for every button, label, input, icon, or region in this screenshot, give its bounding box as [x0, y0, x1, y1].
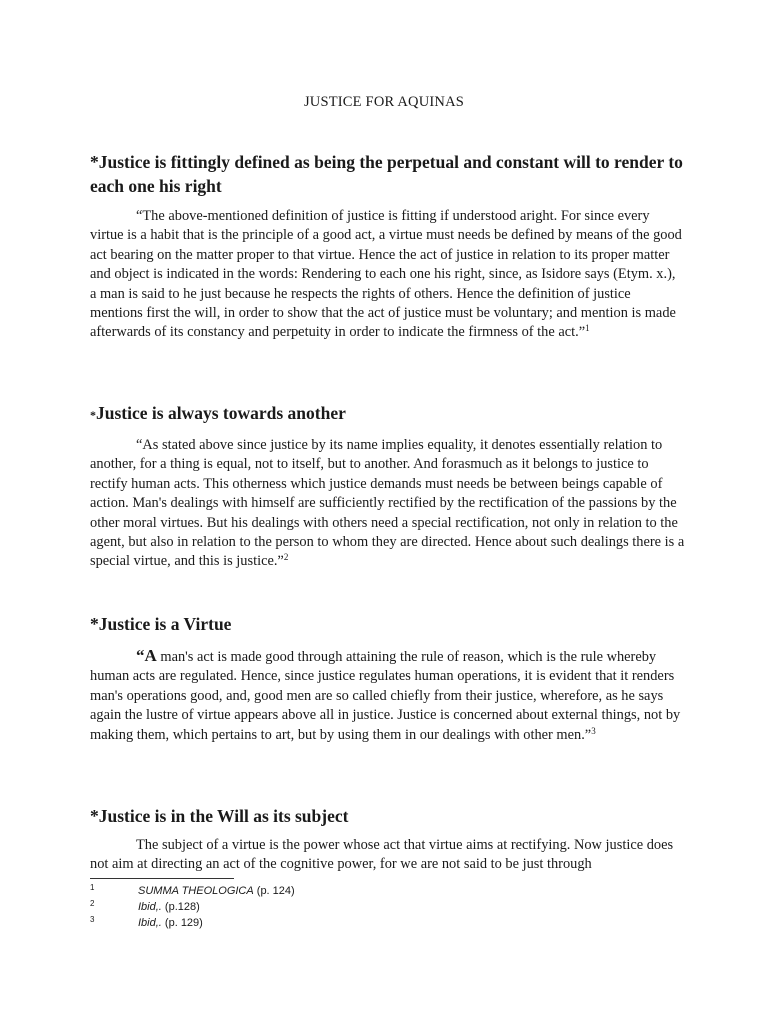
asterisk: * [90, 152, 99, 172]
footnote-number: 3 [90, 915, 95, 924]
heading-text: Justice is in the Will as its subject [98, 806, 349, 826]
paragraph-text: “The above-mentioned definition of justice is fitting if understood aright. For since every virtue is a habit that is the principle of a good act, a virtue must needs be defined by means of the good act bearing on the matter proper to that virtue. Hence the act of justice in relation to its proper matter and object is indicated in the words: Rendering to each one his right, since, as Isidore says (Etym. x.), a man is said to he just because he respects the rights of others. Hence the definition of justice mentions first the will, in order to show that the act of justice must be voluntary; and mention is made afterwards of its constancy and perpetuity in order to indicate the firmness of the act.” [90, 208, 682, 341]
footnote-source: Ibid,. [138, 901, 162, 913]
section-paragraph-definition [90, 207, 685, 343]
heading-text: Justice is always towards another [96, 403, 346, 423]
asterisk: * [90, 408, 96, 422]
section-heading-towards-another [90, 401, 690, 427]
heading-text: Justice is fittingly defined as being the perpetual and constant will to render to each one his right [90, 152, 683, 196]
section-heading-virtue [90, 612, 690, 636]
asterisk: * [90, 806, 99, 826]
paragraph-text: The subject of a virtue is the power whose act that virtue aims at rectifying. Now justice does not aim at directing an act of the cognitive power, for we are not said to be just through [90, 837, 674, 873]
footnote-source: Ibid,. [138, 917, 162, 929]
footnote-number: 2 [90, 899, 95, 908]
paragraph-text: man's act is made good through attaining the rule of reason, which is the rule whereby human acts are regulated. Hence, since justice regulates human operations, it is evident that it renders man's operations good, and, good men are so called chiefly from their justice, wherefore, as he says again the lustre of virtue appears above all in justice. Justice is concerned about external things, not by making them, which pertains to art, but by using them in our dealings with other men.” [90, 649, 681, 743]
page-title: JUSTICE FOR AQUINAS [303, 94, 465, 110]
footnote-ref[interactable]: 3 [591, 725, 596, 736]
footnote-separator [90, 878, 234, 879]
footnote-page: (p.128) [164, 901, 200, 913]
footnote-page: (p. 129) [164, 917, 203, 929]
section-paragraph-towards-another [90, 436, 685, 572]
dropcap-lead: “A [136, 646, 157, 665]
footnote-ref[interactable]: 2 [283, 552, 289, 563]
footnote-source: SUMMA THEOLOGICA [138, 885, 254, 897]
footnote-ref[interactable]: 1 [585, 323, 590, 334]
footnote-citation [138, 916, 203, 930]
section-paragraph-virtue [90, 646, 685, 745]
footnote-citation [138, 884, 295, 898]
footnote-number: 1 [90, 883, 95, 892]
section-heading-will [90, 804, 690, 828]
paragraph-text: “As stated above since justice by its name implies equality, it denotes essentially relation to another, for a thing is equal, not to itself, but to another. And forasmuch as it belongs to justice to rectify human acts. This otherness which justice demands must needs be between beings capable of action. Man's dealings with himself are sufficiently rectified by the rectification of the passions by the other moral virtues. But his dealings with others need a special rectification, not only in relation to the agent, but also in relation to the person to whom they are directed. Hence about such dealings there is a special virtue, and this is justice.” [90, 437, 685, 570]
heading-text: Justice is a Virtue [98, 614, 232, 634]
section-paragraph-will [90, 836, 685, 875]
footnote-page: (p. 124) [256, 885, 295, 897]
footnote-citation [138, 900, 200, 914]
asterisk: * [90, 614, 99, 634]
section-heading-definition [90, 150, 690, 198]
